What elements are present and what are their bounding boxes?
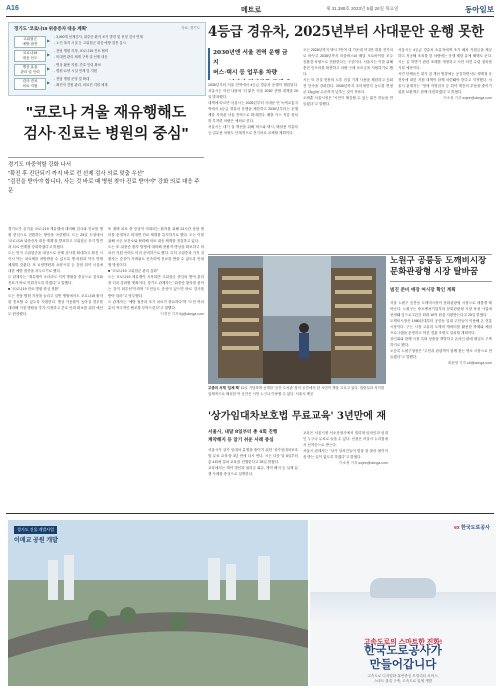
- side-article-body: [390, 300, 492, 500]
- article-body-text: 서울시는 4등급 경유차 소유자에게 조기 폐차 지원금을 제공하고 저공해 조치를 한 차량에는 운행 제한 유예 혜택도 준다. 시는 올 하반기 관련 조례를 개정하고 시민 의견 수렴 절차를 거칠 예정이다. 시민 단체들은 대기 질 개선 방향에는 공감하면서도 생계형 운전자에 대한 지원 대책이 함께 마련돼야 한다고 지적했다. 서울시 관계자는 "영세 자영업자 등 취약 계층의 부담을 줄이기 위한 보완책도 함께 마련하겠다"고 밝혔다.: [398, 48, 492, 95]
- article-headline: 4등급 경유차, 2025년부터 사대문안 운행 못한: [208, 24, 484, 40]
- ad-description: 고속도로 디지털화·휴먼중심 모빌리티 서비스, 스마트 물류 구축, 고속도로 입체 개발: [367, 674, 439, 683]
- newspaper-logo: 동아일보: [465, 5, 494, 14]
- info-row-label: 고위험군 예방 접종: [14, 36, 46, 48]
- arrow-right-icon: ▶: [47, 38, 51, 43]
- side-article-headline: 노원구 공릉동 도깨비시장 문화관광형 시장 탈바꿈: [390, 256, 487, 277]
- advertiser-logo: [454, 524, 490, 531]
- aerial-illustration: [8, 520, 308, 686]
- library-illustration: [208, 256, 386, 384]
- info-row: [14, 77, 200, 89]
- article-body-column: [108, 226, 204, 506]
- info-graphic-source: 자료: 경기도: [181, 26, 200, 30]
- advertisement: [310, 520, 496, 686]
- article-body-text: 또 재택 치료 중 증상이 악화되는 환자를 위해 24시간 상담 센터를 운영하고 비대면 진료 체계를 유지하기로 했다. 도는 이를 위해 시군 보건소와 협력해 의료 대응 체계를 점검하고 있다. 도는 또 위중증 환자 발생에 대비해 중환자 병상을 확보하고 의료진 지원 인력도 미리 준비하기로 했다. 특히 고령층과 기저 질환자는 증상이 가벼워도 신속하게 진료를 받을 수 있도록 안내할 방침이다. ■ "코로나19 고위험군 관리 강화" 도는 코로나19 재유행이 시작되면 고위험군 중심의 방역 관리를 더욱 강화할 계획이다. 경기도 관계자는 "위중증 환자를 줄이는 것이 최우선"이라며 "도민들도 증상이 있으면 바로 검사를 받아 달라"고 당부했다. 도 관계자는 "예방 접종과 조기 치료가 중요하다"며 "도민 여러분의 적극적인 협조를 부탁드린다"고 말했다.: [108, 227, 204, 310]
- page-header: [6, 4, 494, 17]
- article-body-column: 경기도가 올겨울 코로나19 재유행에 대비해 검사와 진료를 병원 중심으로 전환하는 방안을 마련했다. 도는 25일 도청에서 '코로나19 위중증자 대응 계획'을 발표하고 고위험군 조기 발견과 치료 연계를 강화하겠다고 밝혔다. 도는 먼저 고위험군을 대상으로 선제 검사를 확대하고 확진 시 즉시 먹는 치료제를 처방받을 수 있도록 병·의원과 약국 연계 체계를 갖춘다. 또 요양병원과 요양시설 등 감염 취약 시설에 대한 예방 접종을 서두르기로 했다. 도 관계자는 "재유행이 오더라도 지역 병원을 중심으로 검사와 진료가 바로 이뤄지도록 하겠다"고 말했다. ■ "코로나19 진료 병원 중심 전환" 도는 전담 병원 지정을 늘리고 일반 병원에서도 코로나19 환자를 진료할 수 있도록 지원한다. 병상 가동률이 높아질 경우를 대비해 거점 병원을 추가 지정하고 간호 인력 확보를 위한 예산도 편성했다.: [8, 227, 103, 316]
- photo-caption-text: 11일 기념하며 공개한 '공간 도서관' 장서 공간에서 한 시민이 책을 고르고 있다. 열람실과 서가를 입체적으로 배치한 이 공간은 시민 누구나 이용할 수 있다. 서울시 제공: [208, 386, 385, 396]
- info-row: [14, 35, 200, 47]
- info-row-label: 코로나19 대응 선도: [14, 50, 46, 62]
- arrow-right-icon: ▶: [47, 52, 51, 57]
- section-name: 메트로: [241, 5, 262, 14]
- info-row-text: - 전담 병원 지정, 코로나19 진료 협력 - 비대면 관리 체계 구축 및 선제 대응: [54, 49, 109, 59]
- photo-label: 이매교 공원 개발: [14, 538, 58, 544]
- info-row-label: 검사·진료 의료 지원: [14, 78, 46, 90]
- info-row-text: - 3,000개 선제검사, 위중증 환자 조기 발견 및 선정 검사 연계 - 노인 복지 시설 등 고위험군 대상 예방 접종 실시: [54, 35, 143, 45]
- ad-tagline: 고속도로의 스마트한 진화!: [363, 639, 443, 646]
- divider: [8, 157, 204, 158]
- photo-caption-title: 고층의 서재 '입체 책': [208, 386, 240, 390]
- arrow-right-icon: ▶: [47, 66, 51, 71]
- byline: 최원영 기자 o0@donga.com: [447, 361, 492, 366]
- info-row-text: - 병상 활용 지원, 간호 인력 확보 - 병원·요양 시설 연계 및 지원: [54, 63, 102, 73]
- article-subhead: 서울시, 내달 8일부터 총 4회 진행 계약해지 등 알기 쉬운 사례 중심: [208, 430, 278, 443]
- photo-tag: 경기도 건물 개발사업: [14, 526, 57, 534]
- article-body-text: 교육은 서울시청 서소문청사에서 열리며 임차인과 임대인 누구나 무료로 들을 수 있다. 신청은 서울시 누리집에서 선착순으로 받는다. 서울시 관계자는 "상가 임차인들이 법을 잘 몰라 불이익을 받는 일이 없도록 하겠다"고 밝혔다.: [303, 431, 388, 460]
- ex-logo-mark: ex: [454, 525, 460, 531]
- divider: [390, 281, 492, 282]
- article-body-column: 오는 2026년까지 택시 7만여 대 가운데 약 2만 대를 전기차로 바꾸고 2035년까지 마을버스와 배달 오토바이를 모두 친환경 차량으로 전환한다는 구상이다. 서울시는 이를 위해 충전 인프라를 확충하고 차량 구매 보조금을 지원하기로 했다. 시는 또 건설 현장의 노후 건설 기계 사용을 제한하고 공회전 단속을 강화한다. 2030년까지 초미세먼지 농도를 연평균 13㎍/㎥ 수준까지 낮추는 것이 목표다. 오세훈 서울시장은 "시민이 체감할 수 있는 맑은 하늘을 만들겠다"고 말했다.: [303, 48, 393, 107]
- info-graphic-title: 경기도 '코로나19 위중증자 대응 계획': [14, 26, 88, 31]
- advertiser-name: 한국도로공사: [459, 525, 490, 531]
- page-number: A16: [6, 5, 19, 12]
- info-row-text: - 전담 병원 운영 및 확대 - 확진자 전원 관리, 의료진 지원 체계: [54, 77, 108, 87]
- side-article-subtitle: 범진 준비 매장 여시장 확인 계획: [390, 288, 456, 293]
- divider: [208, 254, 492, 255]
- car-graphic: [370, 578, 436, 598]
- info-row: [14, 49, 200, 61]
- article-lead: 경기도 마중역할 강화 나서 "확진 후 진단되기 까지 바로 전 선제 검사 의료 맞춤 우선" "검진을 받아야 합니다, 사는 것 바로 때 병원 찾아 진료 받아야" 강화 의료 대응 주문: [8, 162, 200, 194]
- ad-headline: 한국도로공사가 만들어갑니다: [364, 645, 442, 671]
- photo-caption: [208, 386, 386, 406]
- arrow-right-icon: ▶: [47, 80, 51, 85]
- byline: 이소정 기자 sojee@donga.com: [443, 96, 492, 101]
- byline: 이경진 기자 lkj@donga.com: [160, 311, 204, 316]
- quote-headline: "코로나 겨울 재유행해도 검사·진료는 병원의 중심": [23, 104, 189, 142]
- article-body-column: 2030년부터 서울 전역에서 4등급 경유차 운행이 제한된다. 서울시는 이런 내용의 '더 맑은 서울 2030' 종합 대책을 25일 발표했다. 대책에 따르면 서울시는 2025년부터 사대문 안 녹색교통지역에서 4등급 경유차 운행을 제한하고 2030년부터는 운행 제한 지역을 서울 전역으로 확대한다. 배출 가스 저감 장치를 부착한 차량은 예외로 한다. 서울시는 대기 질 개선을 위해 버스와 택시, 배달용 이륜차 등 업무용 차량도 단계적으로 전기차로 교체할 계획이다.: [208, 83, 298, 136]
- article-subhead: 2030년엔 서울 전역 운행 금지 버스·택시 등 업무용 차량: [208, 48, 293, 80]
- info-row: [14, 63, 200, 75]
- article-body-column: 서울시가 상가 임대차 분쟁을 줄이기 위한 '상가임대차보호법 무료 교육'을 3년 만에 다시 연다. 시는 다음 달 8일부터 총 4회에 걸쳐 교육을 진행한다고 25일 밝혔다. 교육에서는 계약 갱신과 권리금 회수, 계약 해지 등 실제 분쟁 사례를 중심으로 설명한다.: [208, 448, 298, 477]
- side-article-title: [390, 256, 492, 278]
- side-article-text: 서울 노원구 공릉동 도깨비시장이 문화관광형 시장으로 새롭게 태어난다. 노원구는 중소벤처기업부의 문화관광형 시장 육성 사업에 선정돼 앞으로 2년간 최대 10억 원을 지원받는다고 25일 밝혔다. 도깨비시장은 1980년대부터 공릉동 일대 주민들이 이용해 온 전통시장이다. 구는 시장 고유의 도깨비 캐릭터를 활용한 축제와 체험 프로그램을 운영하고 야간 경관 조명도 설치할 계획이다. 상인회와 함께 시장 특화 상품을 개발하고 온라인 판매 채널도 구축하기로 했다. 오승록 노원구청장은 "주민과 관광객이 함께 찾는 명소 시장으로 만들겠다"고 말했다.: [390, 301, 492, 360]
- info-graphic: [8, 22, 206, 96]
- article-body-column: [398, 47, 492, 252]
- byline: 이소정 기자 sojee@donga.com: [339, 461, 388, 466]
- divider: [6, 513, 494, 514]
- article-body-column: [303, 430, 388, 507]
- article-headline: '상가임대차보호법 무료교육' 3년만에 재: [208, 411, 387, 422]
- info-row-label: 병상 효율 관리 및 인력: [14, 64, 46, 76]
- aerial-photo: [8, 520, 308, 686]
- issue-date: 제 31,388호 2023년 5월 26일 목요일: [326, 6, 399, 11]
- library-photo: [208, 256, 386, 384]
